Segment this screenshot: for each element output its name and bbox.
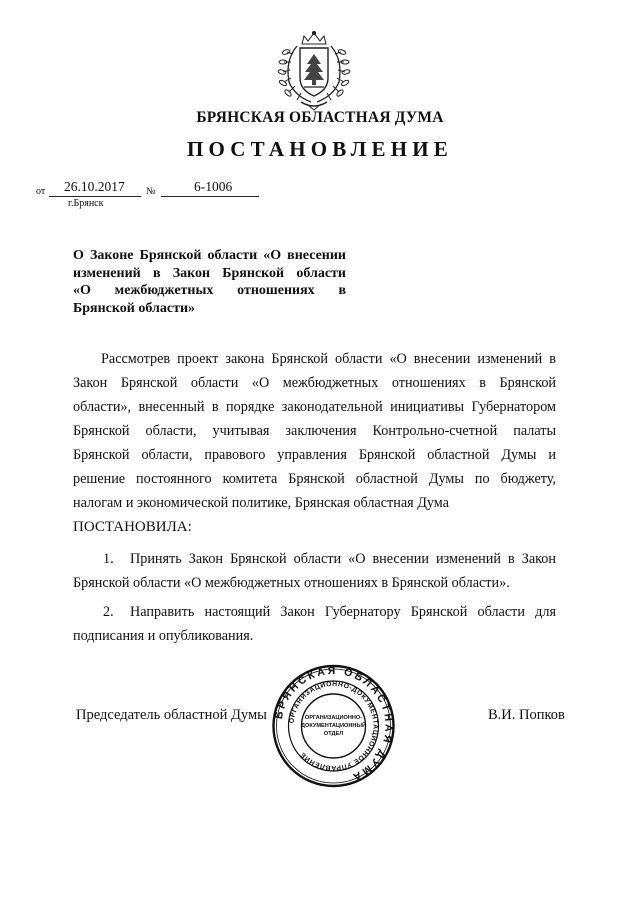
number-underline (161, 196, 259, 197)
paragraph-line: Брянской области, учитывая заключения Контрольно-счетной палаты (73, 423, 556, 439)
document-number: 6-1006 (194, 179, 233, 194)
stamp-center-line: ДОКУМЕНТАЦИОННЫЙ (301, 723, 366, 729)
stamp-center-line: ОТДЕЛ (323, 731, 344, 737)
date-underline (49, 196, 141, 197)
city: г.Брянск (68, 198, 104, 209)
stamp-inner-text: ОРГАНИЗАЦИОННО-ДОКУМЕНТАЦИОННОЕ УПРАВЛЕНИЕ (288, 680, 379, 772)
paragraph-line: области», внесенный в порядке законодательной инициативы Губернатором (73, 399, 556, 415)
signatory-name: В.И. Попков (488, 707, 565, 723)
stamp-center-line: ОРГАНИЗАЦИОННО- (304, 715, 363, 721)
title-line: «О межбюджетных отношениях в (73, 283, 346, 298)
number-prefix: № (146, 186, 156, 197)
official-stamp (270, 664, 397, 788)
title-line: Брянской области» (73, 300, 196, 316)
title-line: изменений в Закон Брянской области (73, 265, 346, 281)
stamp-outer-text: БРЯНСКАЯ ОБЛАСТНАЯ ДУМА (272, 664, 395, 784)
item-line: Принять Закон Брянской области «О внесении изменений в Закон (130, 551, 556, 567)
preamble-paragraph (73, 347, 556, 539)
organization-name: БРЯНСКАЯ ОБЛАСТНАЯ ДУМА (196, 109, 444, 126)
paragraph-line: налогам и экономической политике, Брянская областная Дума (73, 495, 449, 511)
resolution-item-1 (73, 547, 556, 595)
item-number: 1. (103, 551, 114, 567)
date-prefix: от (36, 186, 46, 197)
item-line: Направить настоящий Закон Губернатору Брянской области для (130, 604, 556, 620)
coat-of-arms-emblem (271, 30, 357, 112)
resolution-item-2 (73, 600, 556, 648)
resolved-heading: ПОСТАНОВИЛА: (73, 519, 192, 535)
signatory-position: Председатель областной Думы (76, 707, 267, 723)
document-type: ПОСТАНОВЛЕНИЕ (186, 137, 454, 161)
document-title (73, 247, 346, 317)
item-number: 2. (103, 604, 114, 620)
paragraph-line: Закон Брянской области «О межбюджетных отношениях в Брянской (73, 375, 556, 391)
paragraph-line: решение постоянного комитета Брянской областной Думы по бюджету, (73, 471, 556, 487)
item-line: Брянской области «О межбюджетных отношениях в Брянской области». (73, 575, 510, 591)
item-line: подписания и опубликования. (73, 628, 254, 644)
paragraph-line: Брянской области, правового управления Брянской областной Думы и (73, 447, 556, 463)
paragraph-line: Рассмотрев проект закона Брянской области «О внесении изменений в (101, 351, 556, 367)
document-date: 26.10.2017 (64, 179, 125, 194)
title-line: О Законе Брянской области «О внесении (73, 248, 346, 263)
